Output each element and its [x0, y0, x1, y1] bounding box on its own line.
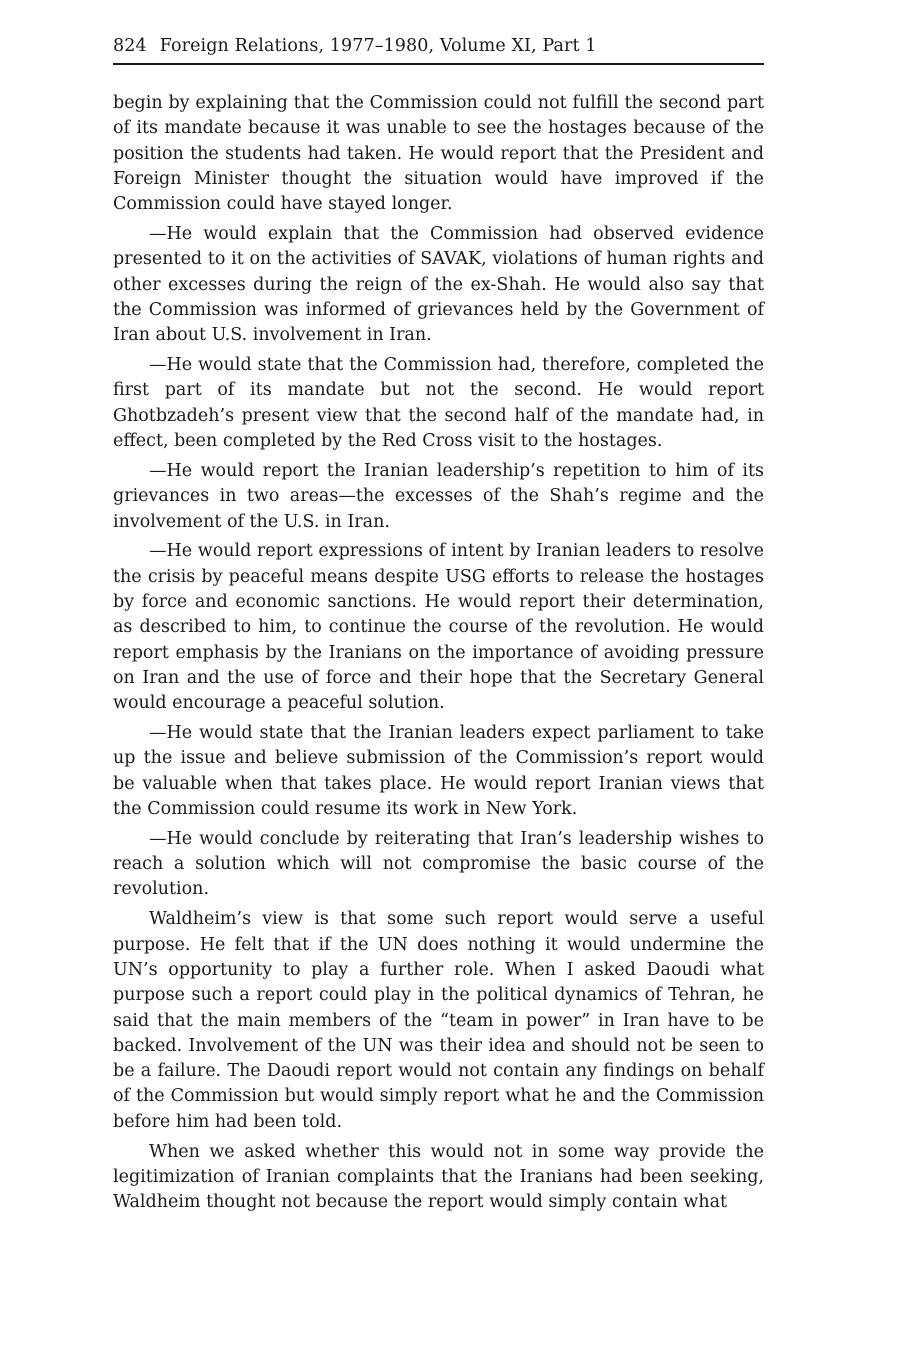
- paragraph: —He would explain that the Commission had observed evidence presented to it on the activities of SAVAK, violations of human rights and other excesses during the reign of the ex-Shah. He would also say that the Commission was informed of grievances held by the Government of Iran about U.S. involvement in Iran.: [113, 224, 764, 346]
- paragraph: When we asked whether this would not in some way provide the legitimization of Iranian complaints that the Iranians had been seeking, Waldheim thought not because the report would simply contain what: [113, 1141, 764, 1213]
- paragraph: begin by explaining that the Commission could not fulfill the second part of its mandate because it was unable to see the hostages because of the position the students had taken. He would report that the President and Foreign Minister thought the situation would have improved if the Commission could have stayed longer.: [113, 93, 764, 215]
- paragraph: —He would report expressions of intent by Iranian leaders to resolve the crisis by peaceful means despite USG efforts to release the hostages by force and economic sanctions. He would report their determination, as described to him, to continue the course of the revolution. He would report emphasis by the Iranians on the importance of avoiding pressure on Iran and the use of force and their hope that the Secretary General would encourage a peaceful solution.: [113, 541, 764, 714]
- body-text: [113, 91, 764, 1216]
- paragraph: —He would state that the Iranian leaders expect parliament to take up the issue and believe submission of the Commission’s report would be valuable when that takes place. He would report Iranian views that the Commission could resume its work in New York.: [113, 723, 764, 819]
- running-head-title: Foreign Relations, 1977–1980, Volume XI, Part 1: [159, 36, 597, 56]
- page-number: 824: [113, 36, 147, 56]
- paragraph: Waldheim’s view is that some such report would serve a useful purpose. He felt that if the UN does nothing it would undermine the UN’s opportunity to play a further role. When I asked Daoudi what purpose such a report could play in the political dynamics of Tehran, he said that the main members of the “team in power” in Iran have to be backed. Involvement of the UN was their idea and should not be seen to be a failure. The Daoudi report would not contain any findings on behalf of the Commission but would simply report what he and the Commission before him had been told.: [113, 909, 764, 1132]
- paragraph: —He would conclude by reiterating that Iran’s leadership wishes to reach a solution which will not compromise the basic course of the revolution.: [113, 828, 764, 900]
- paragraph: —He would report the Iranian leadership’s repetition to him of its grievances in two areas—the excesses of the Shah’s regime and the involvement of the U.S. in Iran.: [113, 460, 764, 532]
- running-head: [113, 36, 764, 65]
- paragraph: —He would state that the Commission had, therefore, completed the first part of its mandate but not the second. He would report Ghotbzadeh’s present view that the second half of the mandate had, in effect, been completed by the Red Cross visit to the hostages.: [113, 355, 764, 452]
- document-page: [113, 36, 764, 1220]
